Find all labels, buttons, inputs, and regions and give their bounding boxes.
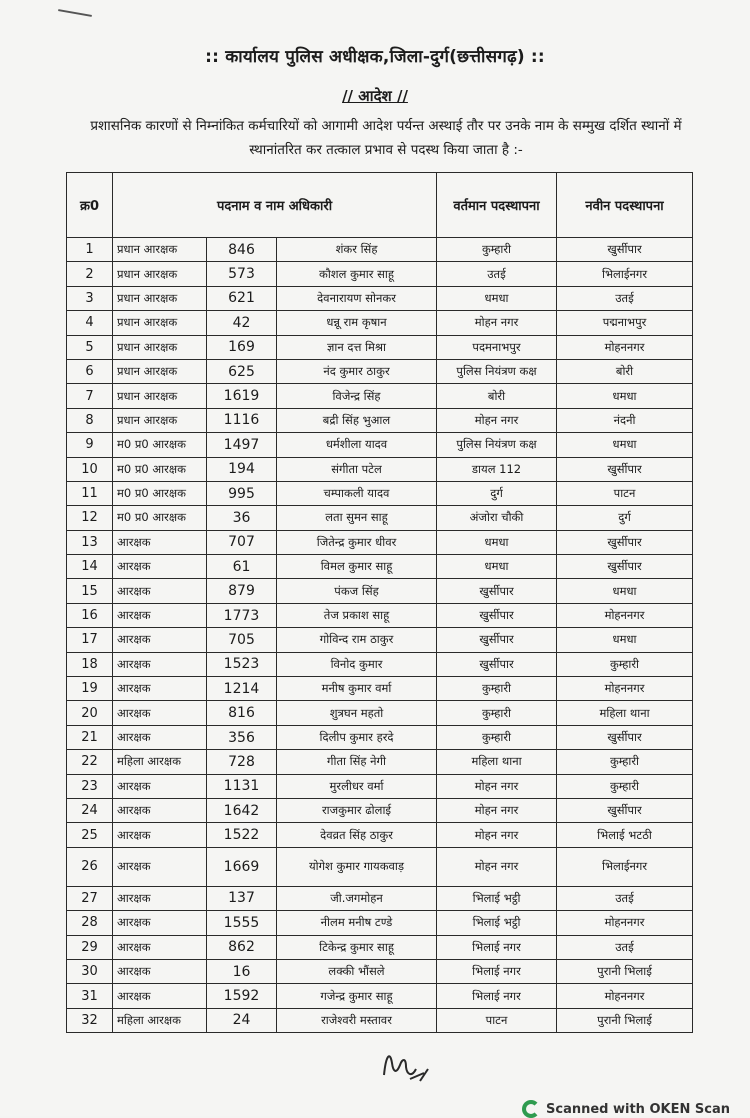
serial-cell: 26 [67, 847, 113, 886]
officer-name-cell: विनोद कुमार [277, 652, 437, 676]
table-row [67, 911, 693, 935]
officer-name-cell: नंद कुमार ठाकुर [277, 359, 437, 383]
badge-number-cell: 356 [207, 725, 277, 749]
current-posting-cell: मोहन नगर [437, 408, 557, 432]
serial-cell: 12 [67, 506, 113, 530]
table-row [67, 481, 693, 505]
officer-name-cell: मुरलीधर वर्मा [277, 774, 437, 798]
rank-cell: प्रधान आरक्षक [113, 311, 207, 335]
serial-cell: 8 [67, 408, 113, 432]
table-row [67, 359, 693, 383]
header-serial: क्र0 [67, 173, 113, 238]
officer-name-cell: विमल कुमार साहू [277, 555, 437, 579]
serial-cell: 1 [67, 238, 113, 262]
badge-number-cell: 1619 [207, 384, 277, 408]
rank-cell: प्रधान आरक्षक [113, 238, 207, 262]
rank-cell: आरक्षक [113, 677, 207, 701]
badge-number-cell: 137 [207, 886, 277, 910]
new-posting-cell: उतई [557, 935, 693, 959]
rank-cell: आरक्षक [113, 935, 207, 959]
new-posting-cell: कुम्हारी [557, 750, 693, 774]
badge-number-cell: 1555 [207, 911, 277, 935]
officer-name-cell: तेज प्रकाश साहू [277, 603, 437, 627]
badge-number-cell: 36 [207, 506, 277, 530]
rank-cell: आरक्षक [113, 823, 207, 847]
new-posting-cell: पाटन [557, 481, 693, 505]
serial-cell: 23 [67, 774, 113, 798]
new-posting-cell: खुर्सीपार [557, 725, 693, 749]
officer-name-cell: बद्री सिंह भुआल [277, 408, 437, 432]
officer-name-cell: देवव्रत सिंह ठाकुर [277, 823, 437, 847]
current-posting-cell: अंजोरा चौकी [437, 506, 557, 530]
current-posting-cell: पाटन [437, 1008, 557, 1032]
officer-name-cell: जितेन्द्र कुमार धीवर [277, 530, 437, 554]
table-row [67, 701, 693, 725]
badge-number-cell: 621 [207, 286, 277, 310]
table-row [67, 311, 693, 335]
table-row [67, 579, 693, 603]
serial-cell: 24 [67, 798, 113, 822]
badge-number-cell: 1116 [207, 408, 277, 432]
pen-mark [58, 9, 92, 17]
current-posting-cell: भिलाई नगर [437, 984, 557, 1008]
table-row [67, 262, 693, 286]
table-row [67, 984, 693, 1008]
rank-cell: प्रधान आरक्षक [113, 384, 207, 408]
current-posting-cell: कुम्हारी [437, 701, 557, 725]
current-posting-cell: धमधा [437, 286, 557, 310]
rank-cell: आरक्षक [113, 652, 207, 676]
badge-number-cell: 1592 [207, 984, 277, 1008]
rank-cell: म0 प्र0 आरक्षक [113, 481, 207, 505]
new-posting-cell: मोहननगर [557, 911, 693, 935]
table-row [67, 823, 693, 847]
officer-name-cell: गोविन्द राम ठाकुर [277, 628, 437, 652]
table-row [67, 959, 693, 983]
current-posting-cell: मोहन नगर [437, 823, 557, 847]
new-posting-cell: कुम्हारी [557, 652, 693, 676]
current-posting-cell: पुलिस नियंत्रण कक्ष [437, 359, 557, 383]
rank-cell: आरक्षक [113, 886, 207, 910]
header-new-posting: नवीन पदस्थापना [557, 173, 693, 238]
table-row [67, 286, 693, 310]
officer-name-cell: गीता सिंह नेगी [277, 750, 437, 774]
rank-cell: आरक्षक [113, 628, 207, 652]
current-posting-cell: भिलाई नगर [437, 935, 557, 959]
officer-name-cell: ज्ञान दत्त मिश्रा [277, 335, 437, 359]
rank-cell: आरक्षक [113, 701, 207, 725]
current-posting-cell: बोरी [437, 384, 557, 408]
camscanner-icon [522, 1100, 540, 1118]
rank-cell: आरक्षक [113, 959, 207, 983]
new-posting-cell: पुरानी भिलाई [557, 1008, 693, 1032]
serial-cell: 30 [67, 959, 113, 983]
new-posting-cell: पद्मनाभपुर [557, 311, 693, 335]
rank-cell: महिला आरक्षक [113, 1008, 207, 1032]
badge-number-cell: 995 [207, 481, 277, 505]
current-posting-cell: मोहन नगर [437, 798, 557, 822]
badge-number-cell: 42 [207, 311, 277, 335]
table-row [67, 935, 693, 959]
badge-number-cell: 194 [207, 457, 277, 481]
rank-cell: आरक्षक [113, 798, 207, 822]
serial-cell: 21 [67, 725, 113, 749]
serial-cell: 4 [67, 311, 113, 335]
serial-cell: 3 [67, 286, 113, 310]
officer-name-cell: लक्की भौंसले [277, 959, 437, 983]
new-posting-cell: मोहननगर [557, 603, 693, 627]
scanner-label: Scanned with OKEN Scan [546, 1101, 730, 1117]
rank-cell: आरक्षक [113, 579, 207, 603]
rank-cell: आरक्षक [113, 847, 207, 886]
header-current-posting: वर्तमान पदस्थापना [437, 173, 557, 238]
current-posting-cell: खुर्सीपार [437, 603, 557, 627]
badge-number-cell: 1214 [207, 677, 277, 701]
current-posting-cell: डायल 112 [437, 457, 557, 481]
officer-name-cell: लता सुमन साहू [277, 506, 437, 530]
table-row [67, 774, 693, 798]
badge-number-cell: 16 [207, 959, 277, 983]
serial-cell: 29 [67, 935, 113, 959]
officer-name-cell: धर्मशीला यादव [277, 433, 437, 457]
serial-cell: 13 [67, 530, 113, 554]
officer-name-cell: शंकर सिंह [277, 238, 437, 262]
officer-name-cell: जी.जगमोहन [277, 886, 437, 910]
badge-number-cell: 862 [207, 935, 277, 959]
badge-number-cell: 1522 [207, 823, 277, 847]
officer-name-cell: शुत्रघन महतो [277, 701, 437, 725]
table-row [67, 628, 693, 652]
table-row [67, 408, 693, 432]
badge-number-cell: 1497 [207, 433, 277, 457]
current-posting-cell: कुम्हारी [437, 725, 557, 749]
new-posting-cell: खुर्सीपार [557, 238, 693, 262]
officer-name-cell: देवनारायण सोनकर [277, 286, 437, 310]
current-posting-cell: भिलाई नगर [437, 959, 557, 983]
serial-cell: 28 [67, 911, 113, 935]
current-posting-cell: धमधा [437, 530, 557, 554]
current-posting-cell: धमधा [437, 555, 557, 579]
officer-name-cell: विजेन्द्र सिंह [277, 384, 437, 408]
officer-name-cell: राजेश्वरी मस्तावर [277, 1008, 437, 1032]
officer-name-cell: कौशल कुमार साहू [277, 262, 437, 286]
new-posting-cell: भिलाई भटठी [557, 823, 693, 847]
current-posting-cell: मोहन नगर [437, 847, 557, 886]
serial-cell: 31 [67, 984, 113, 1008]
serial-cell: 2 [67, 262, 113, 286]
serial-cell: 6 [67, 359, 113, 383]
rank-cell: आरक्षक [113, 555, 207, 579]
table-row [67, 506, 693, 530]
officer-name-cell: मनीष कुमार वर्मा [277, 677, 437, 701]
table-row [67, 677, 693, 701]
current-posting-cell: भिलाई भट्ठी [437, 911, 557, 935]
rank-cell: आरक्षक [113, 984, 207, 1008]
badge-number-cell: 1642 [207, 798, 277, 822]
serial-cell: 7 [67, 384, 113, 408]
rank-cell: आरक्षक [113, 774, 207, 798]
new-posting-cell: उतई [557, 286, 693, 310]
serial-cell: 15 [67, 579, 113, 603]
badge-number-cell: 816 [207, 701, 277, 725]
rank-cell: म0 प्र0 आरक्षक [113, 457, 207, 481]
officer-name-cell: गजेन्द्र कुमार साहू [277, 984, 437, 1008]
rank-cell: प्रधान आरक्षक [113, 335, 207, 359]
signature [376, 1045, 436, 1085]
rank-cell: महिला आरक्षक [113, 750, 207, 774]
table-row [67, 384, 693, 408]
table-header-row [67, 173, 693, 238]
officer-name-cell: धन्नू राम कृषान [277, 311, 437, 335]
serial-cell: 16 [67, 603, 113, 627]
badge-number-cell: 728 [207, 750, 277, 774]
current-posting-cell: उतई [437, 262, 557, 286]
serial-cell: 32 [67, 1008, 113, 1032]
transfer-table [66, 172, 693, 1033]
current-posting-cell: महिला थाना [437, 750, 557, 774]
table-row [67, 847, 693, 886]
new-posting-cell: महिला थाना [557, 701, 693, 725]
serial-cell: 20 [67, 701, 113, 725]
serial-cell: 19 [67, 677, 113, 701]
serial-cell: 17 [67, 628, 113, 652]
officer-name-cell: चम्पाकली यादव [277, 481, 437, 505]
rank-cell: प्रधान आरक्षक [113, 286, 207, 310]
current-posting-cell: मोहन नगर [437, 311, 557, 335]
current-posting-cell: भिलाई भट्ठी [437, 886, 557, 910]
badge-number-cell: 707 [207, 530, 277, 554]
badge-number-cell: 846 [207, 238, 277, 262]
officer-name-cell: योगेश कुमार गायकवाड़ [277, 847, 437, 886]
order-preamble: प्रशासनिक कारणों से निम्नांकित कर्मचारियों को आगामी आदेश पर्यन्त अस्थाई तौर पर उनके नाम के सम्मुख दर्शित स्थानों में स्थानांतरित कर तत्काल प्रभाव से पदस्थ किया जाता है :- [90, 118, 682, 158]
office-title: :: कार्यालय पुलिस अधीक्षक,जिला-दुर्ग(छत्तीसगढ़) :: [205, 47, 545, 67]
serial-cell: 10 [67, 457, 113, 481]
new-posting-cell: खुर्सीपार [557, 530, 693, 554]
rank-cell: आरक्षक [113, 530, 207, 554]
badge-number-cell: 573 [207, 262, 277, 286]
serial-cell: 27 [67, 886, 113, 910]
table-row [67, 725, 693, 749]
table-row [67, 886, 693, 910]
badge-number-cell: 1669 [207, 847, 277, 886]
serial-cell: 5 [67, 335, 113, 359]
current-posting-cell: खुर्सीपार [437, 652, 557, 676]
rank-cell: म0 प्र0 आरक्षक [113, 506, 207, 530]
new-posting-cell: नंदनी [557, 408, 693, 432]
table-row [67, 603, 693, 627]
serial-cell: 22 [67, 750, 113, 774]
badge-number-cell: 24 [207, 1008, 277, 1032]
officer-name-cell: दिलीप कुमार हरदे [277, 725, 437, 749]
current-posting-cell: पदमनाभपुर [437, 335, 557, 359]
current-posting-cell: कुम्हारी [437, 238, 557, 262]
rank-cell: आरक्षक [113, 911, 207, 935]
badge-number-cell: 61 [207, 555, 277, 579]
table-row [67, 238, 693, 262]
new-posting-cell: दुर्ग [557, 506, 693, 530]
rank-cell: म0 प्र0 आरक्षक [113, 433, 207, 457]
current-posting-cell: दुर्ग [437, 481, 557, 505]
serial-cell: 14 [67, 555, 113, 579]
serial-cell: 25 [67, 823, 113, 847]
table-body [67, 238, 693, 1033]
table-row [67, 335, 693, 359]
new-posting-cell: खुर्सीपार [557, 457, 693, 481]
officer-name-cell: संगीता पटेल [277, 457, 437, 481]
new-posting-cell: कुम्हारी [557, 774, 693, 798]
table-row [67, 652, 693, 676]
badge-number-cell: 1523 [207, 652, 277, 676]
table-row [67, 1008, 693, 1032]
badge-number-cell: 169 [207, 335, 277, 359]
new-posting-cell: भिलाईनगर [557, 847, 693, 886]
new-posting-cell: पुरानी भिलाई [557, 959, 693, 983]
table-row [67, 433, 693, 457]
table-row [67, 530, 693, 554]
officer-name-cell: टिकेन्द्र कुमार साहू [277, 935, 437, 959]
current-posting-cell: पुलिस नियंत्रण कक्ष [437, 433, 557, 457]
new-posting-cell: भिलाईनगर [557, 262, 693, 286]
current-posting-cell: कुम्हारी [437, 677, 557, 701]
new-posting-cell: धमधा [557, 384, 693, 408]
new-posting-cell: धमधा [557, 433, 693, 457]
current-posting-cell: खुर्सीपार [437, 579, 557, 603]
rank-cell: प्रधान आरक्षक [113, 359, 207, 383]
rank-cell: आरक्षक [113, 603, 207, 627]
order-title: // आदेश // [342, 87, 408, 105]
officer-name-cell: पंकज सिंह [277, 579, 437, 603]
badge-number-cell: 625 [207, 359, 277, 383]
serial-cell: 9 [67, 433, 113, 457]
new-posting-cell: मोहननगर [557, 335, 693, 359]
table-row [67, 457, 693, 481]
badge-number-cell: 879 [207, 579, 277, 603]
badge-number-cell: 1131 [207, 774, 277, 798]
rank-cell: आरक्षक [113, 725, 207, 749]
serial-cell: 11 [67, 481, 113, 505]
table-row [67, 750, 693, 774]
new-posting-cell: उतई [557, 886, 693, 910]
new-posting-cell: खुर्सीपार [557, 555, 693, 579]
table-row [67, 555, 693, 579]
new-posting-cell: मोहननगर [557, 677, 693, 701]
officer-name-cell: राजकुमार ढोलाई [277, 798, 437, 822]
table-row [67, 798, 693, 822]
new-posting-cell: बोरी [557, 359, 693, 383]
scanner-footer [522, 1100, 730, 1118]
new-posting-cell: मोहननगर [557, 984, 693, 1008]
serial-cell: 18 [67, 652, 113, 676]
rank-cell: प्रधान आरक्षक [113, 262, 207, 286]
badge-number-cell: 705 [207, 628, 277, 652]
current-posting-cell: खुर्सीपार [437, 628, 557, 652]
badge-number-cell: 1773 [207, 603, 277, 627]
new-posting-cell: धमधा [557, 579, 693, 603]
officer-name-cell: नीलम मनीष टण्डे [277, 911, 437, 935]
header-designation-name: पदनाम व नाम अधिकारी [113, 173, 437, 238]
new-posting-cell: खुर्सीपार [557, 798, 693, 822]
new-posting-cell: धमधा [557, 628, 693, 652]
rank-cell: प्रधान आरक्षक [113, 408, 207, 432]
current-posting-cell: मोहन नगर [437, 774, 557, 798]
